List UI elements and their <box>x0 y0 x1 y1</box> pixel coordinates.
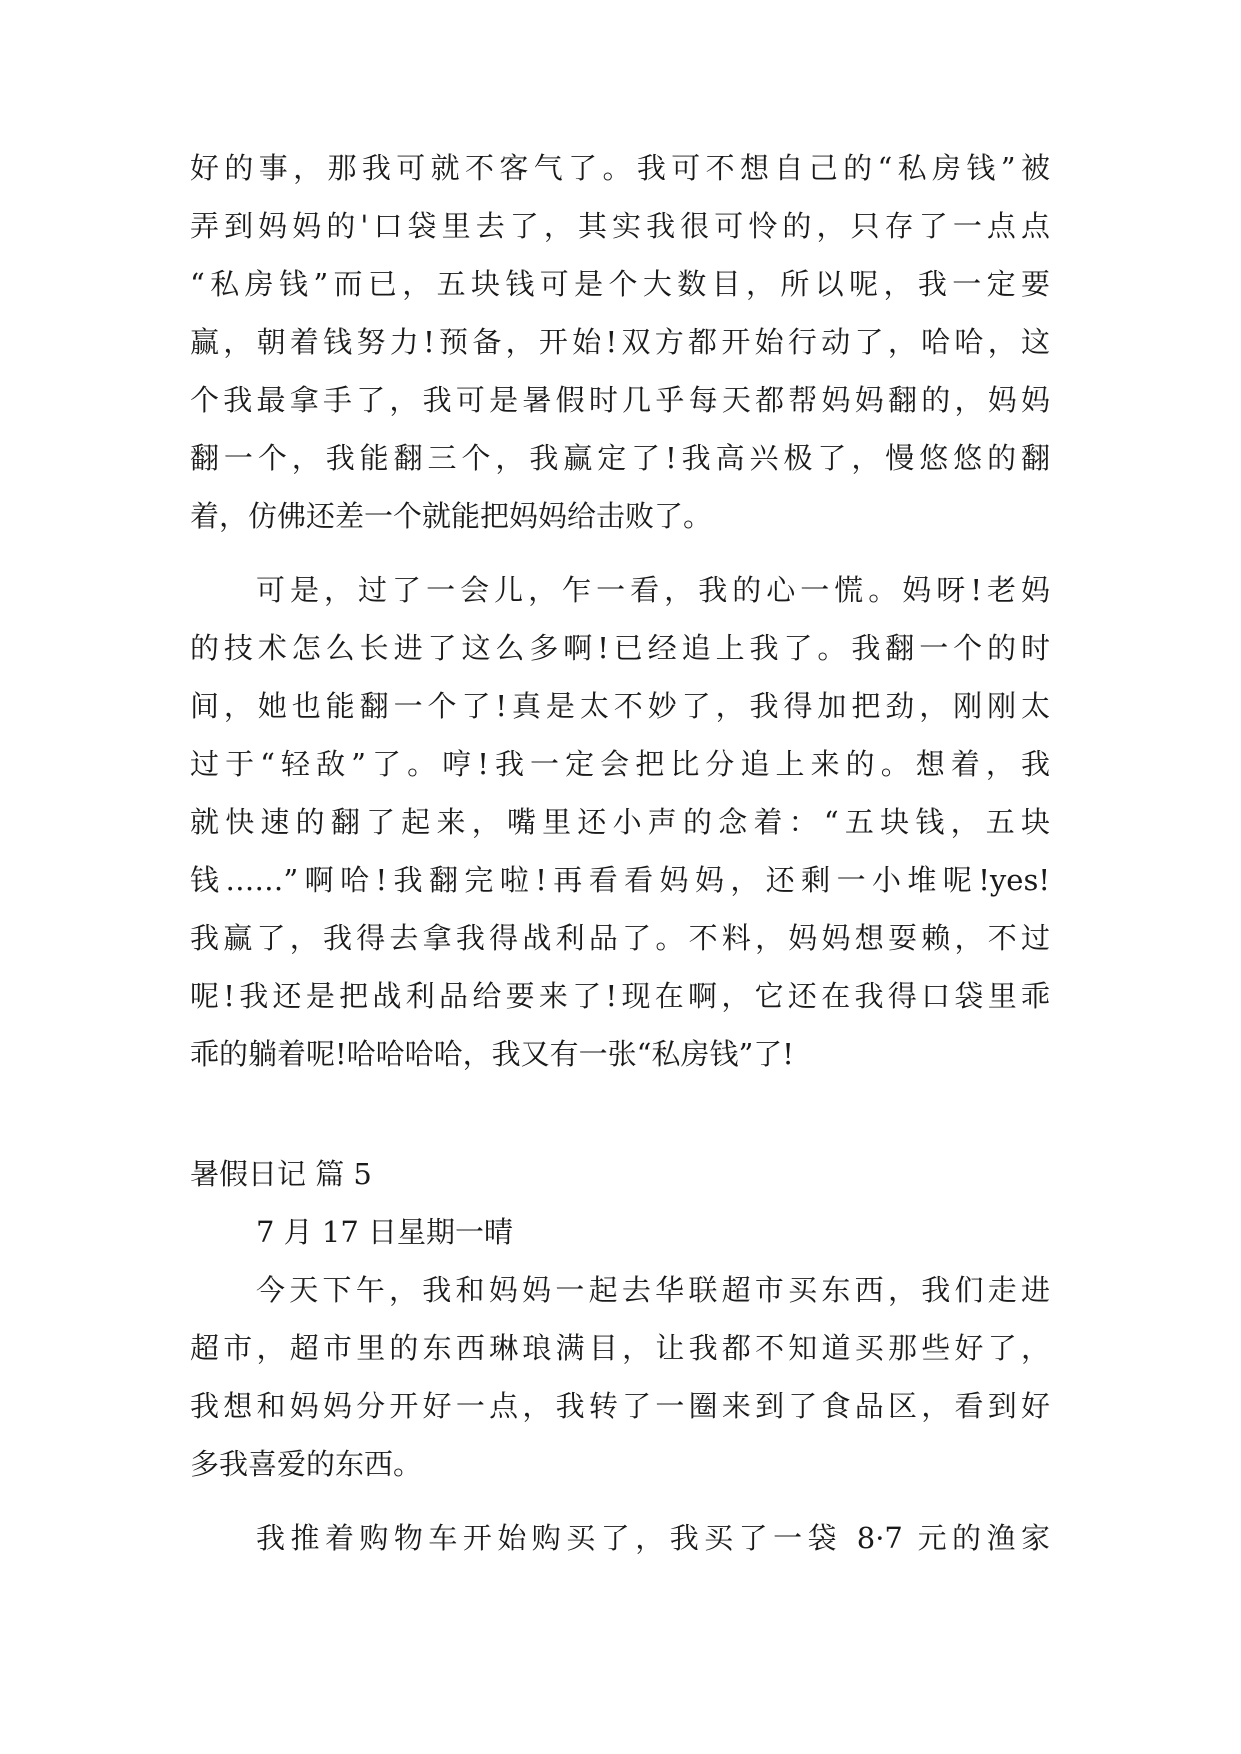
text-line: 个我最拿手了，我可是暑假时几乎每天都帮妈妈翻的，妈妈 <box>190 383 1050 417</box>
paragraph-first-line: 今天下午，我和妈妈一起去华联超市买东西，我们走进 <box>256 1273 1050 1307</box>
text-line: 好的事，那我可就不客气了。我可不想自己的“私房钱”被 <box>190 151 1050 185</box>
text-line: 间，她也能翻一个了!真是太不妙了，我得加把劲，刚刚太 <box>190 689 1050 723</box>
section-heading: 暑假日记 篇 5 <box>190 1157 372 1191</box>
text-line: 我想和妈妈分开好一点，我转了一圈来到了食品区，看到好 <box>190 1389 1050 1423</box>
text-line: 我赢了，我得去拿我得战利品了。不料，妈妈想耍赖，不过 <box>190 921 1050 955</box>
text-line: 赢，朝着钱努力!预备，开始!双方都开始行动了，哈哈，这 <box>190 325 1050 359</box>
text-line: 着，仿佛还差一个就能把妈妈给击败了。 <box>190 499 713 533</box>
text-line: 过于“轻敌”了。哼!我一定会把比分追上来的。想着，我 <box>190 747 1050 781</box>
text-line: 弄到妈妈的'口袋里去了，其实我很可怜的，只存了一点点 <box>190 209 1050 243</box>
paragraph-first-line: 我推着购物车开始购买了，我买了一袋 8·7 元的渔家 <box>256 1521 1050 1555</box>
text-line: 超市，超市里的东西琳琅满目，让我都不知道买那些好了， <box>190 1331 1050 1365</box>
date-line: 7 月 17 日星期一晴 <box>256 1215 514 1249</box>
text-line: 翻一个，我能翻三个，我赢定了!我高兴极了，慢悠悠的翻 <box>190 441 1050 475</box>
paragraph-first-line: 可是，过了一会儿，乍一看，我的心一慌。妈呀!老妈 <box>256 573 1050 607</box>
text-line: 乖的躺着呢!哈哈哈哈，我又有一张“私房钱”了! <box>190 1037 794 1071</box>
text-line: 的技术怎么长进了这么多啊!已经追上我了。我翻一个的时 <box>190 631 1050 665</box>
text-line: “私房钱”而已，五块钱可是个大数目，所以呢，我一定要 <box>190 267 1050 301</box>
text-line: 就快速的翻了起来，嘴里还小声的念着：“五块钱，五块 <box>190 805 1050 839</box>
text-line: 钱……”啊哈!我翻完啦!再看看妈妈，还剩一小堆呢!yes! <box>190 863 1050 897</box>
text-line: 多我喜爱的东西。 <box>190 1447 423 1481</box>
text-line: 呢!我还是把战利品给要来了!现在啊，它还在我得口袋里乖 <box>190 979 1050 1013</box>
